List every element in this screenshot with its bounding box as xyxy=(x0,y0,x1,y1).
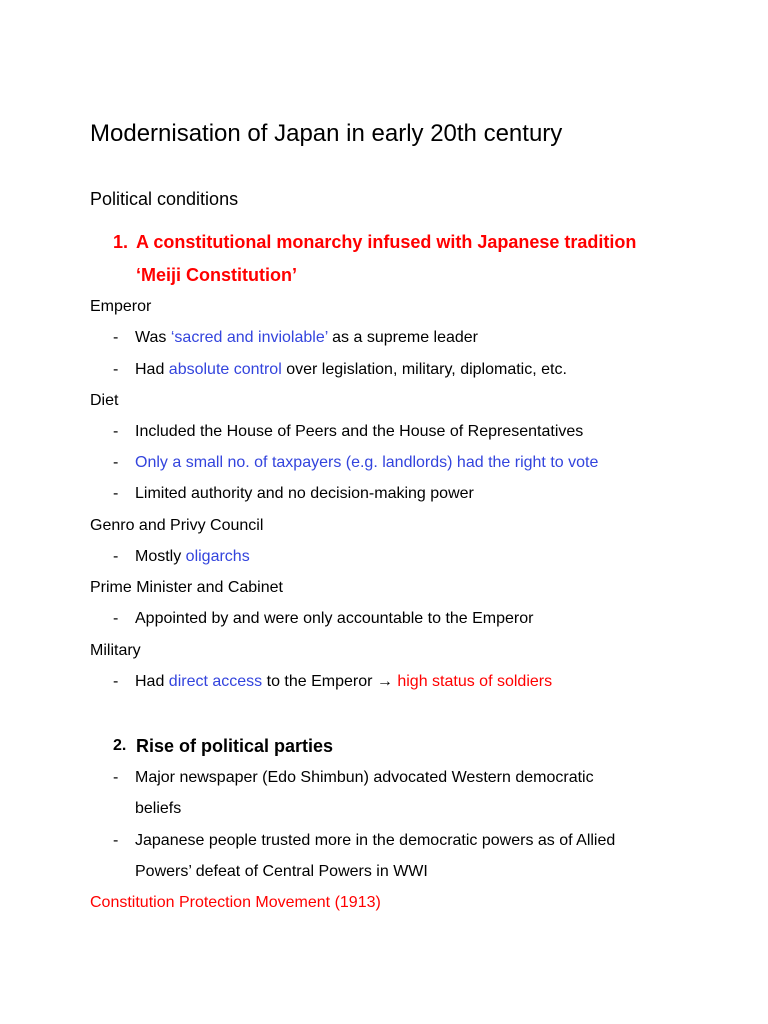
text-segment: to the Emperor → xyxy=(262,673,398,690)
pm-label: Prime Minister and Cabinet xyxy=(90,579,283,596)
bullet-dash: - xyxy=(113,485,119,502)
bullet-dash: - xyxy=(113,673,119,690)
highlighted-phrase: ‘sacred and inviolable’ xyxy=(170,329,328,346)
text-segment: Was xyxy=(135,329,171,346)
text-segment: Mostly xyxy=(135,548,186,565)
section-heading: Political conditions xyxy=(90,189,239,209)
highlighted-phrase: oligarchs xyxy=(185,548,250,565)
movement-heading: Constitution Protection Movement (1913) xyxy=(90,894,381,911)
pm-bullet-1: Appointed by and were only accountable to the Emperor xyxy=(135,610,534,627)
diet-bullet-2: Only a small no. of taxpayers (e.g. landlords) had the right to vote xyxy=(135,454,599,471)
genro-bullet-1 xyxy=(135,546,250,568)
bullet-dash: - xyxy=(113,769,119,786)
bullet-dash: - xyxy=(113,423,119,440)
point-2-heading: Rise of political parties xyxy=(136,736,334,756)
diet-bullet-3: Limited authority and no decision-making power xyxy=(135,485,474,502)
point-2-bullet-1-line2: beliefs xyxy=(135,800,182,817)
bullet-dash: - xyxy=(113,329,119,346)
highlighted-phrase: absolute control xyxy=(168,361,282,378)
bullet-dash: - xyxy=(113,832,119,849)
emperor-bullet-1 xyxy=(135,327,478,349)
point-1-number: 1. xyxy=(113,232,129,252)
highlighted-phrase: direct access xyxy=(168,673,263,690)
bullet-dash: - xyxy=(113,361,119,378)
point-2-bullet-2-line2: Powers’ defeat of Central Powers in WWI xyxy=(135,863,428,880)
point-2-number: 2. xyxy=(113,737,127,754)
point-2-bullet-2-line1: Japanese people trusted more in the democratic powers as of Allied xyxy=(135,832,616,849)
military-label: Military xyxy=(90,642,141,659)
text-segment: Had xyxy=(135,673,169,690)
emperor-label: Emperor xyxy=(90,298,152,315)
diet-bullet-1: Included the House of Peers and the House of Representatives xyxy=(135,423,584,440)
military-bullet-1 xyxy=(135,671,552,693)
bullet-dash: - xyxy=(113,548,119,565)
document-title: Modernisation of Japan in early 20th century xyxy=(90,120,563,147)
bullet-dash: - xyxy=(113,454,119,471)
text-segment: over legislation, military, diplomatic, etc. xyxy=(281,361,567,378)
point-2-bullet-1-line1: Major newspaper (Edo Shimbun) advocated Western democratic xyxy=(135,769,594,786)
diet-label: Diet xyxy=(90,392,119,409)
text-segment: Had xyxy=(135,361,169,378)
point-1-heading-line1: A constitutional monarchy infused with Japanese tradition xyxy=(136,232,637,252)
text-segment: as a supreme leader xyxy=(327,329,479,346)
point-1-heading-line2: ‘Meiji Constitution’ xyxy=(136,265,297,285)
bullet-dash: - xyxy=(113,610,119,627)
emperor-bullet-2 xyxy=(135,359,567,381)
red-phrase: high status of soldiers xyxy=(397,673,553,690)
genro-label: Genro and Privy Council xyxy=(90,517,264,534)
